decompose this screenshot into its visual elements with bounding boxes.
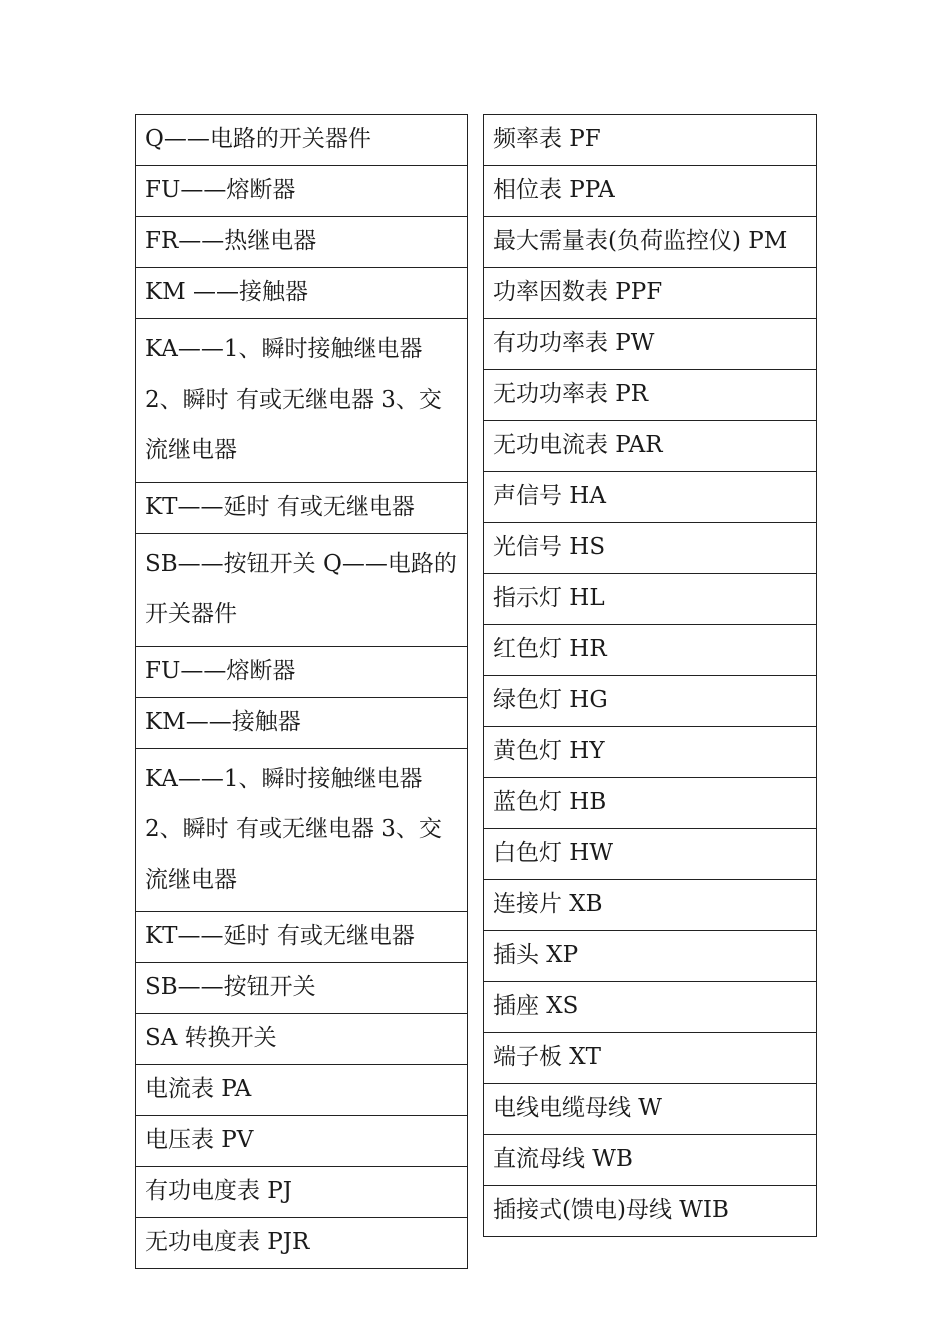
table-row xyxy=(484,982,817,1033)
table-cell: 绿色灯 HG xyxy=(484,676,817,727)
table-row xyxy=(136,1116,468,1167)
table-cell: 蓝色灯 HB xyxy=(484,778,817,829)
table-row xyxy=(484,1186,817,1237)
table-row xyxy=(484,931,817,982)
table-cell: KT——延时 有或无继电器 xyxy=(136,482,468,533)
table-cell: 端子板 XT xyxy=(484,1033,817,1084)
table-row xyxy=(484,472,817,523)
table-cell: KA——1、瞬时接触继电器 2、瞬时 有或无继电器 3、交流继电器 xyxy=(136,748,468,912)
table-row xyxy=(136,482,468,533)
table-cell: 无功功率表 PR xyxy=(484,370,817,421)
table-cell: KM——接触器 xyxy=(136,697,468,748)
table-cell: 指示灯 HL xyxy=(484,574,817,625)
table-row xyxy=(484,217,817,268)
table-cell: 插头 XP xyxy=(484,931,817,982)
table-cell: 白色灯 HW xyxy=(484,829,817,880)
table-row xyxy=(484,370,817,421)
table-cell: KM ——接触器 xyxy=(136,268,468,319)
table-cell: SB——按钮开关 xyxy=(136,963,468,1014)
table-row xyxy=(136,646,468,697)
table-row xyxy=(484,829,817,880)
table-cell: 有功功率表 PW xyxy=(484,319,817,370)
table-row xyxy=(136,115,468,166)
table-row xyxy=(484,1084,817,1135)
table-cell: 无功电流表 PAR xyxy=(484,421,817,472)
table-row xyxy=(484,676,817,727)
table-row xyxy=(136,748,468,912)
table-cell: KT——延时 有或无继电器 xyxy=(136,912,468,963)
table-row xyxy=(484,421,817,472)
table-row xyxy=(484,1033,817,1084)
table-cell: 功率因数表 PPF xyxy=(484,268,817,319)
table-row xyxy=(136,1014,468,1065)
table-cell: FU——熔断器 xyxy=(136,646,468,697)
table-row xyxy=(136,912,468,963)
table-row xyxy=(136,1167,468,1218)
table-cell: 插接式(馈电)母线 WIB xyxy=(484,1186,817,1237)
table-row xyxy=(484,319,817,370)
table-row xyxy=(136,1065,468,1116)
table-cell: 频率表 PF xyxy=(484,115,817,166)
table-row xyxy=(484,625,817,676)
table-cell: 连接片 XB xyxy=(484,880,817,931)
table-row xyxy=(136,533,468,646)
table-cell: SA 转换开关 xyxy=(136,1014,468,1065)
table-cell: 插座 XS xyxy=(484,982,817,1033)
table-row xyxy=(484,778,817,829)
table-row xyxy=(484,166,817,217)
table-row xyxy=(136,166,468,217)
table-cell: FR——热继电器 xyxy=(136,217,468,268)
table-cell: 声信号 HA xyxy=(484,472,817,523)
right-symbol-table xyxy=(483,114,817,1237)
table-cell: 直流母线 WB xyxy=(484,1135,817,1186)
table-row xyxy=(484,727,817,778)
table-cell: 有功电度表 PJ xyxy=(136,1167,468,1218)
left-symbol-table xyxy=(135,114,468,1269)
table-cell: FU——熔断器 xyxy=(136,166,468,217)
table-cell: 无功电度表 PJR xyxy=(136,1218,468,1269)
table-cell: 最大需量表(负荷监控仪) PM xyxy=(484,217,817,268)
table-row xyxy=(484,268,817,319)
table-row xyxy=(136,319,468,483)
table-row xyxy=(136,1218,468,1269)
table-row xyxy=(484,880,817,931)
table-row xyxy=(484,574,817,625)
table-cell: 电流表 PA xyxy=(136,1065,468,1116)
table-row xyxy=(484,1135,817,1186)
table-cell: SB——按钮开关 Q——电路的开关器件 xyxy=(136,533,468,646)
table-cell: 黄色灯 HY xyxy=(484,727,817,778)
table-row xyxy=(136,697,468,748)
table-cell: 电压表 PV xyxy=(136,1116,468,1167)
table-row xyxy=(484,115,817,166)
table-cell: 相位表 PPA xyxy=(484,166,817,217)
table-cell: 电线电缆母线 W xyxy=(484,1084,817,1135)
table-cell: KA——1、瞬时接触继电器 2、瞬时 有或无继电器 3、交流继电器 xyxy=(136,319,468,483)
table-row xyxy=(136,217,468,268)
table-row xyxy=(484,523,817,574)
table-cell: 红色灯 HR xyxy=(484,625,817,676)
table-cell: 光信号 HS xyxy=(484,523,817,574)
table-cell: Q——电路的开关器件 xyxy=(136,115,468,166)
table-row xyxy=(136,963,468,1014)
table-row xyxy=(136,268,468,319)
